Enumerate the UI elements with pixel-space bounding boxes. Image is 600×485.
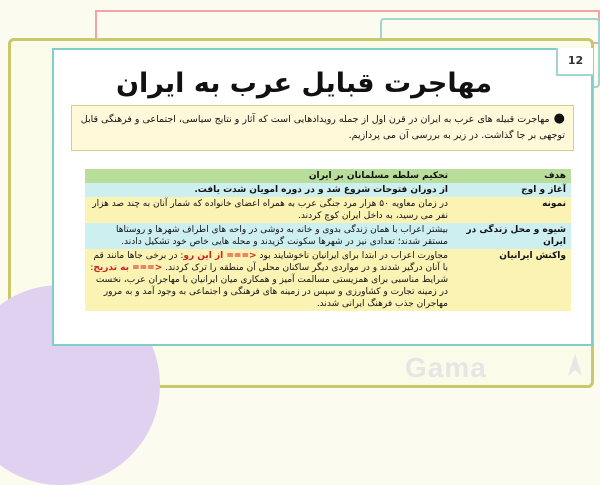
table-row (85, 183, 571, 197)
gama-logo-icon (566, 352, 584, 378)
reaction-highlight-2: <=== به تدریج (93, 263, 163, 273)
row-key: واکنش ایرانیان (453, 249, 571, 311)
row-key: شیوه و محل زندگی در ایران (453, 223, 571, 249)
page-number-badge: 12 (556, 48, 593, 76)
gama-watermark: Gama (405, 352, 487, 383)
row-key: هدف (453, 169, 571, 183)
row-value: بیشتر اعراب با همان زندگی بدوی و خانه به دوشی در واحه های اطراف شهرها و روستاها مستقر شدند؛ تعدادی نیز در شهرها سکونت گزیدند و محله هایی خاص خود تشکیل دادند. (85, 223, 453, 249)
row-value: تحکیم سلطه مسلمانان بر ایران (85, 169, 453, 183)
row-key: نمونه (453, 197, 571, 223)
row-value: در زمان معاویه ۵۰ هزار مرد جنگی عرب به همراه اعضای خانواده که شمار آنان به چند صد هزار نفر می رسید، به داخل ایران کوچ کردند. (85, 197, 453, 223)
reaction-text-1: مجاورت اعراب در ابتدا برای ایرانیان ناخوشایند بود (256, 251, 448, 261)
reaction-text-3: : شرایط مناسبی برای همزیستی مسالمت آمیز و همکاری میان ایرانیان با مهاجران عرب، نخست در زمینه تجارت و کشاورزی و سپس در زمینه های فرهنگی و اجتماعی به وجود آمد و به مرور مهاجران جذب فرهنگ ایرانی شدند. (90, 263, 448, 309)
table-row (85, 223, 571, 249)
table-row (85, 197, 571, 223)
table-row (85, 169, 571, 183)
table-row (85, 249, 571, 311)
bullet-icon: ● (553, 111, 565, 126)
row-key: آغاز و اوج (453, 183, 571, 197)
intro-text: مهاجرت قبیله های عرب به ایران در قرن اول از جمله رویدادهایی است که آثار و نتایج سیاسی، اجتماعی و فرهنگی قابل توجهی بر جا گذاشت. در زیر به بررسی آن می پردازیم. (80, 114, 565, 141)
reaction-text-2: : در برخی جاها مانند قم با آنان درگیر شدند و در مواردی دیگر ساکنان محلی آن منطقه را ترک کردند. (93, 251, 448, 273)
slide-title: مهاجرت قبایل عرب به ایران (115, 68, 493, 99)
intro-box (71, 105, 574, 151)
reaction-highlight-1: <=== از این رو (183, 251, 257, 261)
migration-table (85, 169, 571, 311)
row-value (85, 249, 453, 311)
row-value: از دوران فتوحات شروع شد و در دوره امویان شدت یافت. (85, 183, 453, 197)
